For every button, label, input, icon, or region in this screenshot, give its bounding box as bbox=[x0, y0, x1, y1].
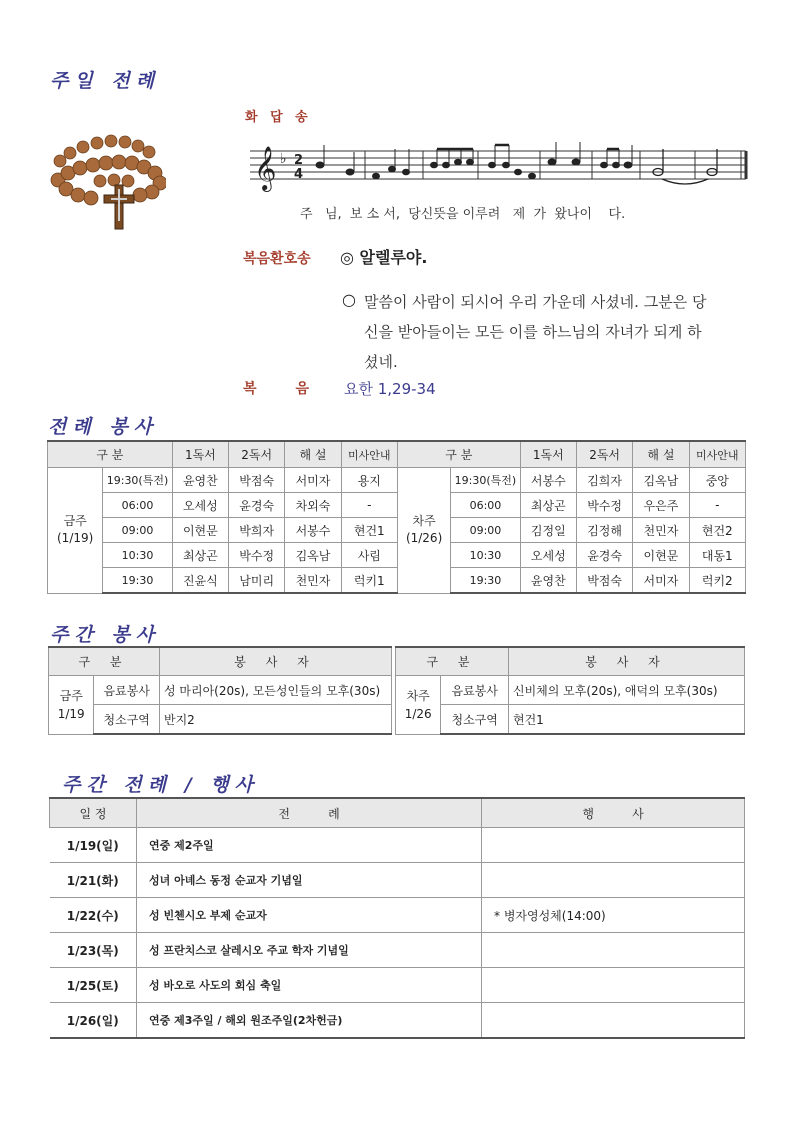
mass-time: 10:30 bbox=[451, 543, 520, 568]
event-liturgy: 연중 제3주일 / 해외 원조주일(2차헌금) bbox=[137, 1003, 482, 1039]
header-reading2: 2독서 bbox=[576, 441, 632, 468]
header-mass-guide: 미사안내 bbox=[341, 441, 397, 468]
svg-text:♭: ♭ bbox=[280, 151, 287, 167]
table-cell: 윤영찬 bbox=[520, 568, 576, 594]
next-week-label: 차주 (1/26) bbox=[397, 468, 450, 594]
table-cell: 윤경숙 bbox=[229, 493, 285, 518]
event-activity bbox=[482, 863, 745, 898]
header-division: 구 분 bbox=[397, 441, 520, 468]
service-type: 음료봉사 bbox=[441, 676, 509, 705]
table-row bbox=[50, 828, 745, 863]
table-cell: 윤경숙 bbox=[576, 543, 632, 568]
table-cell: 서봉수 bbox=[285, 518, 341, 543]
event-liturgy: 성 바오로 사도의 회심 축일 bbox=[137, 968, 482, 1003]
double-circle-icon: ◎ bbox=[340, 248, 354, 267]
table-row bbox=[50, 1003, 745, 1039]
psalm-music-staff bbox=[250, 135, 750, 197]
mass-time: 19:30 bbox=[103, 568, 172, 594]
table-cell: 서미자 bbox=[285, 468, 341, 493]
table-cell: 최상곤 bbox=[172, 543, 228, 568]
header-commentary: 해 설 bbox=[633, 441, 689, 468]
svg-text:2: 2 bbox=[294, 153, 304, 168]
svg-text:𝄞: 𝄞 bbox=[254, 146, 277, 190]
table-row bbox=[50, 968, 745, 1003]
table-row bbox=[48, 493, 746, 518]
mass-time: 19:30(특전) bbox=[451, 468, 520, 493]
table-cell: 용지 bbox=[341, 468, 397, 493]
table-cell: - bbox=[689, 493, 745, 518]
table-row bbox=[48, 543, 746, 568]
gospel-acclamation bbox=[340, 245, 427, 268]
circle-icon: ○ bbox=[342, 290, 356, 309]
rosary-image bbox=[48, 125, 166, 233]
table-cell: 윤영찬 bbox=[172, 468, 228, 493]
table-cell: 박수정 bbox=[229, 543, 285, 568]
this-week-label: 금주 (1/19) bbox=[48, 468, 103, 594]
table-cell: 오세성 bbox=[520, 543, 576, 568]
section-title-service: 전례 봉사 bbox=[48, 416, 159, 438]
service-type: 청소구역 bbox=[441, 705, 509, 735]
table-cell: 오세성 bbox=[172, 493, 228, 518]
table-cell: 김정해 bbox=[576, 518, 632, 543]
table-cell: 중앙 bbox=[689, 468, 745, 493]
psalm-label: 화 답 송 bbox=[245, 110, 312, 125]
table-row bbox=[50, 863, 745, 898]
table-row bbox=[48, 518, 746, 543]
mass-time: 06:00 bbox=[451, 493, 520, 518]
table-cell: 박희자 bbox=[229, 518, 285, 543]
service-volunteer: 현건1 bbox=[509, 705, 745, 735]
next-week-label: 차주 1/26 bbox=[396, 676, 441, 735]
event-liturgy: 성 프란치스코 살레시오 주교 학자 기념일 bbox=[137, 933, 482, 968]
mass-time: 10:30 bbox=[103, 543, 172, 568]
table-cell: - bbox=[341, 493, 397, 518]
table-cell: 김옥남 bbox=[285, 543, 341, 568]
table-cell: 대동1 bbox=[689, 543, 745, 568]
table-cell: 럭키1 bbox=[341, 568, 397, 594]
table-cell: 현건1 bbox=[341, 518, 397, 543]
table-cell: 우은주 bbox=[633, 493, 689, 518]
table-cell: 박점숙 bbox=[229, 468, 285, 493]
header-volunteer: 봉 사 자 bbox=[509, 647, 745, 676]
table-row bbox=[50, 933, 745, 968]
section-title-weekly: 주간 봉사 bbox=[50, 624, 161, 646]
liturgy-service-table bbox=[47, 440, 746, 594]
gospel-label: 복 음 bbox=[243, 381, 310, 397]
event-date: 1/21(화) bbox=[50, 863, 137, 898]
table-cell: 이현문 bbox=[633, 543, 689, 568]
table-cell: 천민자 bbox=[285, 568, 341, 594]
event-date: 1/23(목) bbox=[50, 933, 137, 968]
mass-time: 06:00 bbox=[103, 493, 172, 518]
service-volunteer: 성 마리아(20s), 모든성인들의 모후(30s) bbox=[160, 676, 392, 705]
gospel-reference: 요한 1,29-34 bbox=[344, 380, 436, 398]
event-liturgy: 성녀 아녜스 동정 순교자 기념일 bbox=[137, 863, 482, 898]
service-volunteer: 신비체의 모후(20s), 애덕의 모후(30s) bbox=[509, 676, 745, 705]
table-cell: 김정일 bbox=[520, 518, 576, 543]
table-cell: 김희자 bbox=[576, 468, 632, 493]
event-activity bbox=[482, 933, 745, 968]
table-cell: 남미리 bbox=[229, 568, 285, 594]
header-mass-guide: 미사안내 bbox=[689, 441, 745, 468]
mass-time: 19:30(특전) bbox=[103, 468, 172, 493]
table-cell: 최상곤 bbox=[520, 493, 576, 518]
mass-time: 09:00 bbox=[451, 518, 520, 543]
event-date: 1/22(수) bbox=[50, 898, 137, 933]
table-row bbox=[48, 568, 746, 594]
mass-time: 19:30 bbox=[451, 568, 520, 594]
svg-text:4: 4 bbox=[294, 167, 304, 182]
service-type: 음료봉사 bbox=[94, 676, 160, 705]
table-cell: 박수정 bbox=[576, 493, 632, 518]
event-date: 1/25(토) bbox=[50, 968, 137, 1003]
header-events: 행 사 bbox=[482, 798, 745, 828]
gospel-acclamation-label: 복음환호송 bbox=[243, 251, 311, 267]
header-division: 구 분 bbox=[396, 647, 509, 676]
table-cell: 김옥남 bbox=[633, 468, 689, 493]
table-cell: 박점숙 bbox=[576, 568, 632, 594]
table-cell: 서미자 bbox=[633, 568, 689, 594]
event-activity: * 병자영성체(14:00) bbox=[482, 898, 745, 933]
table-cell: 차외숙 bbox=[285, 493, 341, 518]
header-reading1: 1독서 bbox=[520, 441, 576, 468]
weekly-service-next-week bbox=[395, 646, 745, 735]
table-row bbox=[48, 468, 746, 493]
header-division: 구 분 bbox=[48, 441, 173, 468]
event-liturgy: 연중 제2주일 bbox=[137, 828, 482, 863]
weekly-service-this-week bbox=[48, 646, 392, 735]
weekly-events-table bbox=[49, 797, 745, 1039]
header-liturgy: 전 례 bbox=[137, 798, 482, 828]
table-cell: 사림 bbox=[341, 543, 397, 568]
header-volunteer: 봉 사 자 bbox=[160, 647, 392, 676]
service-type: 청소구역 bbox=[94, 705, 160, 735]
table-cell: 천민자 bbox=[633, 518, 689, 543]
event-date: 1/26(일) bbox=[50, 1003, 137, 1039]
section-title-events: 주간 전례 / 행사 bbox=[62, 774, 259, 796]
gospel-verse: 말씀이 사람이 되시어 우리 가운데 사셨네. 그분은 당신을 받아들이는 모든 이를 하느님의 자녀가 되게 하셨네. bbox=[364, 293, 707, 371]
event-activity bbox=[482, 828, 745, 863]
header-division: 구 분 bbox=[49, 647, 160, 676]
table-cell: 서봉수 bbox=[520, 468, 576, 493]
header-commentary: 해 설 bbox=[285, 441, 341, 468]
table-row bbox=[50, 898, 745, 933]
table-cell: 이현문 bbox=[172, 518, 228, 543]
table-cell: 현건2 bbox=[689, 518, 745, 543]
mass-time: 09:00 bbox=[103, 518, 172, 543]
service-volunteer: 반지2 bbox=[160, 705, 392, 735]
header-reading1: 1독서 bbox=[172, 441, 228, 468]
header-reading2: 2독서 bbox=[229, 441, 285, 468]
event-liturgy: 성 빈첸시오 부제 순교자 bbox=[137, 898, 482, 933]
alleluia-text: 알렐루야. bbox=[359, 248, 428, 267]
event-date: 1/19(일) bbox=[50, 828, 137, 863]
psalm-lyrics: 주 님, 보 소 서, 당신뜻을 이루려 제 가 왔나이 다. bbox=[300, 207, 626, 222]
event-activity bbox=[482, 1003, 745, 1039]
this-week-label: 금주 1/19 bbox=[49, 676, 94, 735]
table-cell: 진윤식 bbox=[172, 568, 228, 594]
section-title-liturgy: 주일 전례 bbox=[50, 70, 161, 92]
event-activity bbox=[482, 968, 745, 1003]
table-cell: 럭키2 bbox=[689, 568, 745, 594]
header-date: 일 정 bbox=[50, 798, 137, 828]
